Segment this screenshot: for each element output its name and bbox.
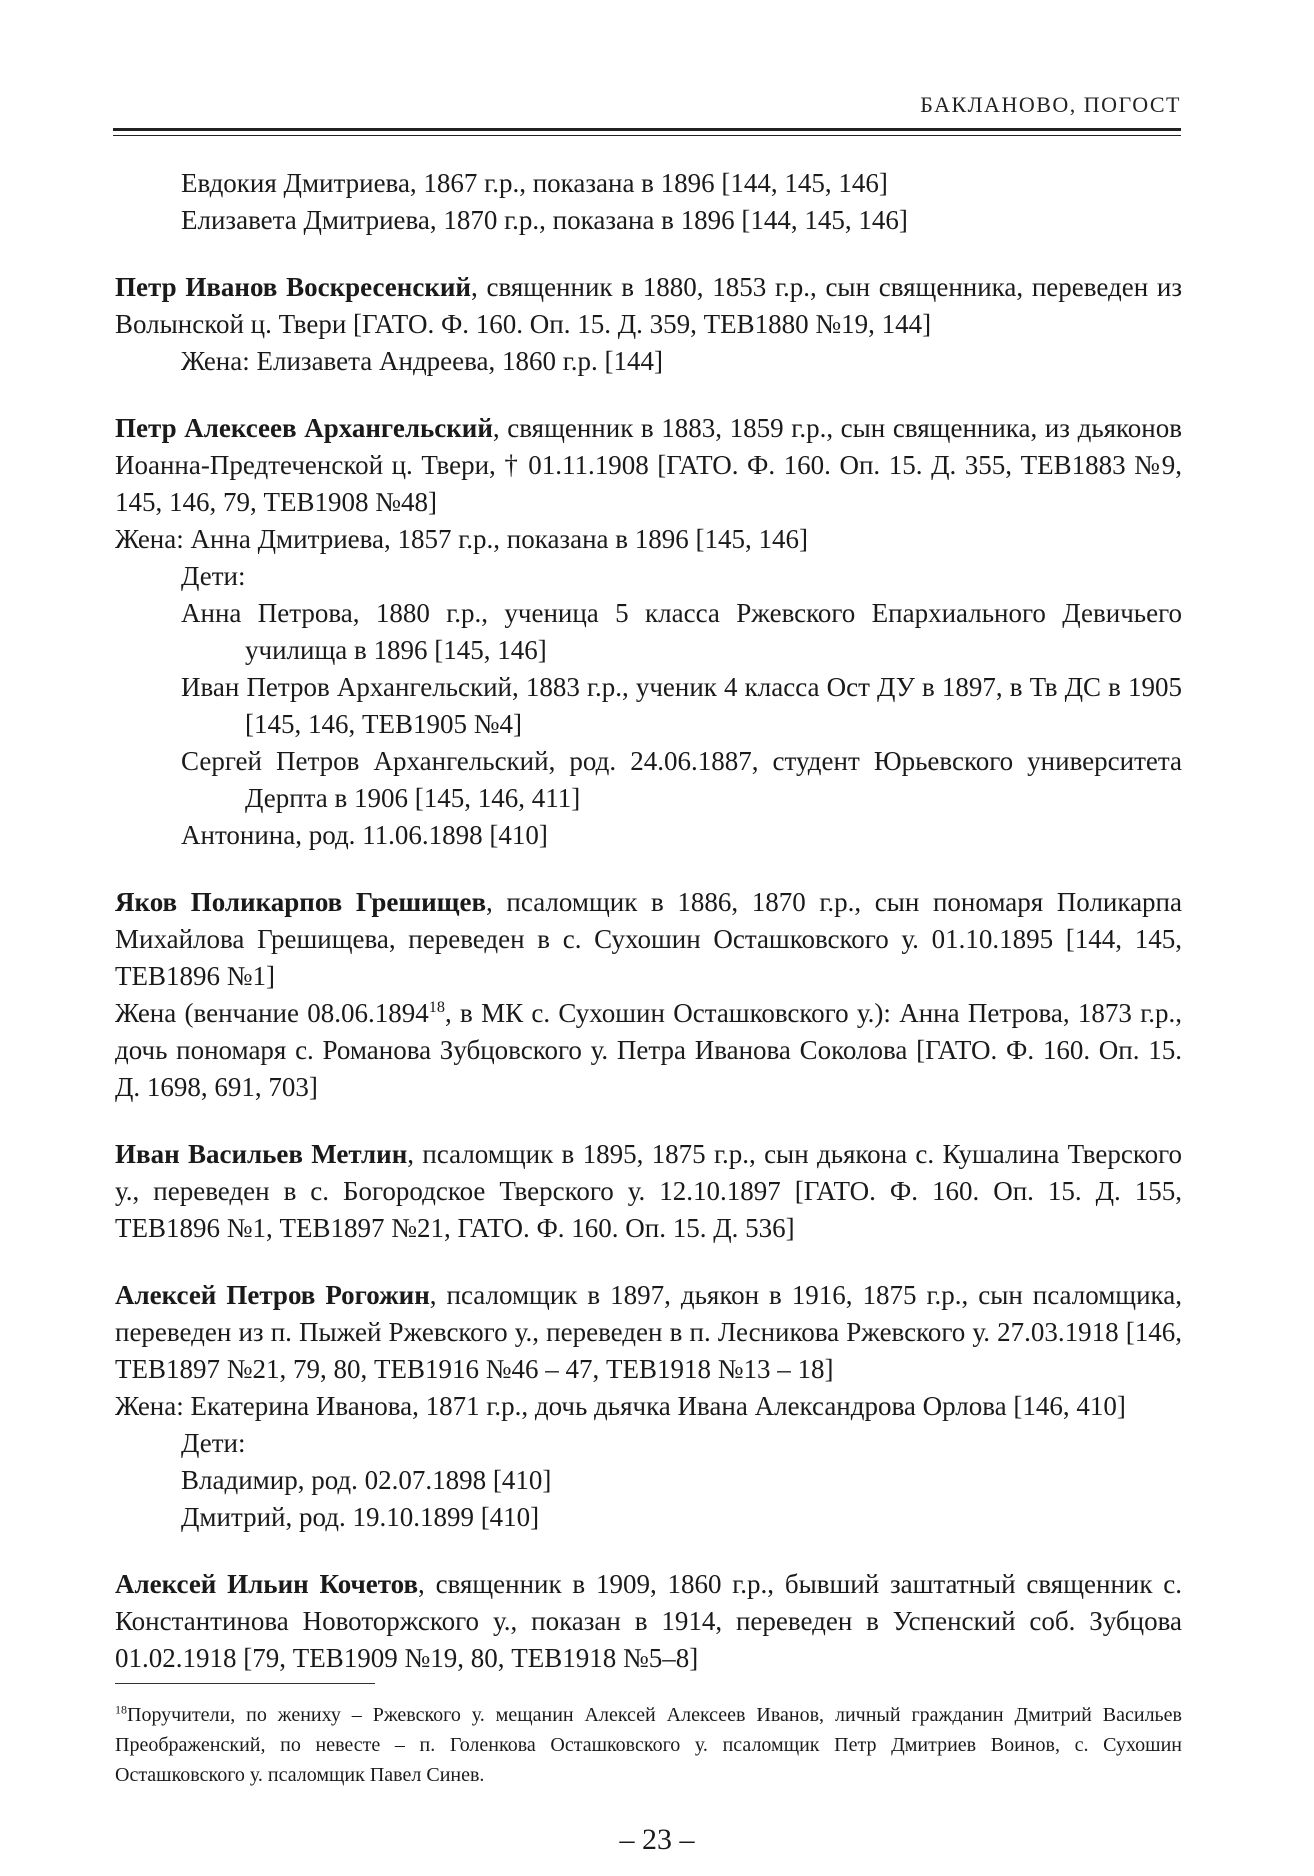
footnote-number: 18	[115, 1702, 127, 1717]
child-line: Анна Петрова, 1880 г.р., ученица 5 класса Ржевского Епархиального Девичьего училища в 1896 [145, 146]	[181, 598, 1182, 665]
wife-line: Жена: Екатерина Иванова, 1871 г.р., дочь дьячка Ивана Александрова Орлова [146, 410]	[115, 1391, 1126, 1421]
child-line: Антонина, род. 11.06.1898 [410]	[181, 820, 548, 850]
header-rule-thick	[113, 128, 1181, 131]
clergy-name: Петр Алексеев Архангельский	[115, 413, 493, 443]
footnote: $^{18}$Поручители, по жениху – Ржевского у. мещанин Алексей Алексеев Иванов, личный гражданин Дмитрий Васильев Преображенский, по невесте – п. Голенкова Осташковского у. псаломщик Петр Дмитриев Воинов, с. Сухошин Осташковского у. псаломщик Павел Синев.	[115, 1702, 1182, 1786]
clergy-entry: Петр Алексеев Архангельский, священник в 1883, 1859 г.р., сын священника, из дьяконов Иоанна-Предтеченской ц. Твери, † 01.11.1908 [ГАТО. Ф. 160. Оп. 15. Д. 355, ТЕВ1883 №9, 145, 146, 79, ТЕВ1908 №48]	[115, 413, 1183, 517]
running-header: БАКЛАНОВО, ПОГОСТ	[920, 92, 1181, 117]
clergy-entry: Яков Поликарпов Грешищев, псаломщик в 1886, 1870 г.р., сын пономаря Поликарпа Михайлова Грешищева, переведен в с. Сухошин Осташковского у. 01.10.1895 [144, 145, ТЕВ1896 №1]	[115, 887, 1182, 991]
clergy-entry: Иван Васильев Метлин, псаломщик в 1895, 1875 г.р., сын дьякона с. Кушалина Тверского у., переведен в с. Богородское Тверского у. 12.10.1897 [ГАТО. Ф. 160. Оп. 15. Д. 155, ТЕВ1896 №1, ТЕВ1897 №21, ГАТО. Ф. 160. Оп. 15. Д. 536]	[115, 1139, 1182, 1243]
child-line: Иван Петров Архангельский, 1883 г.р., ученик 4 класса Ост ДУ в 1897, в Тв ДС в 1905 [145, 146, ТЕВ1905 №4]	[181, 672, 1182, 739]
clergy-name: Иван Васильев Метлин	[115, 1139, 408, 1169]
footnote-rule	[115, 1683, 375, 1684]
clergy-entry: Алексей Петров Рогожин, псаломщик в 1897, дьякон в 1916, 1875 г.р., сын псаломщика, переведен из п. Пыжей Ржевского у., переведен в п. Лесникова Ржевского у. 27.03.1918 [146, ТЕВ1897 №21, 79, 80, ТЕВ1916 №46 – 47, ТЕВ1918 №13 – 18]	[115, 1280, 1182, 1384]
clergy-name: Петр Иванов Воскресенский	[115, 272, 471, 302]
wife-line: Жена: Елизавета Андреева, 1860 г.р. [144]	[181, 346, 664, 376]
children-label: Дети:	[181, 1428, 246, 1458]
child-line: Сергей Петров Архангельский, род. 24.06.1887, студент Юрьевского университета Дерпта в 1906 [145, 146, 411]	[181, 746, 1182, 813]
entry-line: Елизавета Дмитриева, 1870 г.р., показана в 1896 [144, 145, 146]	[181, 205, 908, 235]
entry-line: Евдокия Дмитриева, 1867 г.р., показана в 1896 [144, 145, 146]	[181, 168, 888, 198]
wife-line: Жена: Анна Дмитриева, 1857 г.р., показана в 1896 [145, 146]	[115, 524, 808, 554]
main-text	[115, 165, 1182, 1677]
clergy-name: Алексей Ильин Кочетов	[115, 1569, 419, 1599]
clergy-entry: Петр Иванов Воскресенский, священник в 1880, 1853 г.р., сын священника, переведен из Волынской ц. Твери [ГАТО. Ф. 160. Оп. 15. Д. 359, ТЕВ1880 №19, 144]	[115, 272, 1183, 339]
child-line: Дмитрий, род. 19.10.1899 [410]	[181, 1502, 540, 1532]
clergy-entry: Алексей Ильин Кочетов, священник в 1909, 1860 г.р., бывший заштатный священник с. Константинова Новоторжского у., показан в 1914, переведен в Успенский соб. Зубцова 01.02.1918 [79, ТЕВ1909 №19, 80, ТЕВ1918 №5–8]	[115, 1569, 1182, 1673]
page-number: – 23 –	[619, 1823, 695, 1856]
clergy-name: Алексей Петров Рогожин	[115, 1280, 430, 1310]
clergy-name: Яков Поликарпов Грешищев	[115, 887, 487, 917]
child-line: Владимир, род. 02.07.1898 [410]	[181, 1465, 552, 1495]
header-rule-thin	[113, 135, 1181, 136]
children-label: Дети:	[181, 561, 246, 591]
footnotes	[115, 1700, 1182, 1790]
wife-line: Жена (венчание 08.06.1894$^{18}$, в МК с. Сухошин Осташковского у.): Анна Петрова, 1873 г.р., дочь пономаря с. Романова Зубцовского у. Петра Иванова Соколова [ГАТО. Ф. 160. Оп. 15. Д. 1698, 691, 703]	[115, 998, 1182, 1102]
footnote-ref: 18	[428, 998, 445, 1016]
